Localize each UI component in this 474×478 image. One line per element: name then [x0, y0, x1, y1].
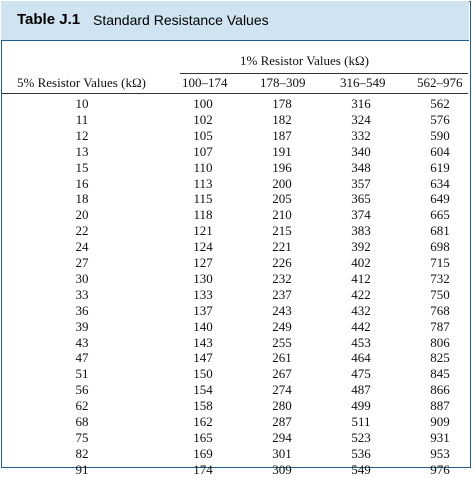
table-cell-1pct: 931 [430, 429, 450, 445]
table-cell-1pct: 665 [430, 207, 450, 223]
table-cell-5pct: 91 [75, 461, 89, 477]
table-cell-5pct: 43 [75, 334, 89, 350]
table-cell-1pct: 953 [430, 445, 450, 461]
table-cell-1pct: 124 [193, 239, 213, 255]
table-cell-1pct: 576 [430, 111, 450, 127]
table-cell-1pct: 750 [430, 286, 450, 302]
table-cell-1pct: 137 [193, 302, 213, 318]
table-cell-1pct: 402 [351, 255, 371, 270]
table-title-bar [1, 1, 469, 41]
table-cell-5pct: 27 [75, 255, 89, 270]
table-cell-5pct: 13 [75, 143, 89, 159]
table-cell-1pct: 422 [351, 286, 371, 302]
table-cell-5pct: 20 [75, 207, 89, 223]
table-cell-1pct: 365 [351, 191, 371, 207]
table-cell-1pct: 604 [430, 143, 450, 159]
table-cell-5pct: 30 [75, 270, 89, 286]
group-header-rule [180, 73, 468, 74]
table-cell-1pct: 249 [272, 318, 292, 334]
table-cell-1pct: 357 [351, 175, 371, 191]
table-cell-1pct: 698 [430, 239, 450, 255]
table-cell-1pct: 806 [430, 334, 450, 350]
table-cell-1pct: 866 [430, 382, 450, 398]
table-cell-1pct: 649 [430, 191, 450, 207]
table-cell-1pct: 316 [351, 96, 371, 111]
table-cell-1pct: 442 [351, 318, 371, 334]
table-cell-1pct: 127 [193, 255, 213, 270]
table-cell-1pct: 549 [351, 461, 371, 477]
table-cell-1pct: 432 [351, 302, 371, 318]
table-cell-1pct: 340 [351, 143, 371, 159]
table-cell-1pct: 499 [351, 398, 371, 414]
table-cell-1pct: 255 [272, 334, 292, 350]
table-cell-1pct: 261 [272, 350, 292, 366]
table-label: Table J.1 [17, 11, 81, 28]
table-cell-1pct: 280 [272, 398, 292, 414]
table-cell-5pct: 16 [75, 175, 89, 191]
table-cell-1pct: 536 [351, 445, 371, 461]
table-cell-1pct: 191 [272, 143, 292, 159]
table-cell-5pct: 75 [75, 429, 89, 445]
table-cell-1pct: 174 [193, 461, 213, 477]
table-cell-1pct: 487 [351, 382, 371, 398]
table-cell-1pct: 475 [351, 366, 371, 382]
table-cell-1pct: 162 [193, 414, 213, 429]
table-cell-1pct: 147 [193, 350, 213, 366]
table-cell-1pct: 392 [351, 239, 371, 255]
table-cell-1pct: 383 [351, 223, 371, 239]
table-cell-1pct: 113 [193, 175, 213, 191]
table-cell-5pct: 62 [75, 398, 89, 414]
column-header-562-976: 562–976 [417, 75, 463, 90]
table-cell-1pct: 121 [193, 223, 213, 239]
table-cell-1pct: 210 [272, 207, 292, 223]
table-cell-1pct: 187 [272, 127, 292, 143]
table-cell-1pct: 158 [193, 398, 213, 414]
table-cell-5pct: 10 [75, 96, 89, 111]
table-cell-1pct: 102 [193, 111, 213, 127]
table-cell-5pct: 47 [75, 350, 89, 366]
table-cell-1pct: 105 [193, 127, 213, 143]
table-cell-1pct: 133 [193, 286, 213, 302]
table-cell-1pct: 453 [351, 334, 371, 350]
table-cell-1pct: 130 [193, 270, 213, 286]
table-cell-1pct: 562 [430, 96, 450, 111]
table-cell-1pct: 274 [272, 382, 292, 398]
table-cell-1pct: 200 [272, 175, 292, 191]
table-cell-1pct: 115 [193, 191, 213, 207]
table-cell-5pct: 24 [75, 239, 89, 255]
table-cell-1pct: 196 [272, 159, 292, 175]
table-cell-1pct: 178 [272, 96, 292, 111]
table-cell-1pct: 301 [272, 445, 292, 461]
table-cell-5pct: 82 [75, 445, 89, 461]
table-cell-1pct: 845 [430, 366, 450, 382]
table-cell-1pct: 511 [351, 414, 371, 429]
table-cell-1pct: 140 [193, 318, 213, 334]
table-cell-1pct: 154 [193, 382, 213, 398]
table-cell-1pct: 374 [351, 207, 371, 223]
table-cell-1pct: 267 [272, 366, 292, 382]
table-cell-1pct: 165 [193, 429, 213, 445]
table-cell-1pct: 221 [272, 239, 292, 255]
header-bottom-rule [2, 93, 468, 94]
table-cell-1pct: 226 [272, 255, 292, 270]
table-cell-1pct: 107 [193, 143, 213, 159]
table-cell-1pct: 732 [430, 270, 450, 286]
table-cell-1pct: 887 [430, 398, 450, 414]
table-cell-1pct: 324 [351, 111, 371, 127]
table-cell-5pct: 18 [75, 191, 89, 207]
table-cell-1pct: 118 [193, 207, 213, 223]
table-cell-1pct: 232 [272, 270, 292, 286]
column-header-5pct: 5% Resistor Values (kΩ) [17, 75, 146, 90]
table-cell-1pct: 150 [193, 366, 213, 382]
table-cell-5pct: 68 [75, 414, 89, 429]
table-cell-1pct: 523 [351, 429, 371, 445]
table-cell-1pct: 715 [430, 255, 450, 270]
table-cell-1pct: 215 [272, 223, 292, 239]
table-cell-1pct: 110 [193, 159, 213, 175]
table-cell-1pct: 287 [272, 414, 292, 429]
table-cell-1pct: 976 [430, 461, 450, 477]
table-cell-1pct: 348 [351, 159, 371, 175]
table-cell-1pct: 182 [272, 111, 292, 127]
table-title: Standard Resistance Values [93, 12, 269, 28]
table-cell-1pct: 309 [272, 461, 292, 477]
table-cell-1pct: 787 [430, 318, 450, 334]
table-cell-5pct: 51 [75, 366, 89, 382]
table-cell-5pct: 33 [75, 286, 89, 302]
table-cell-1pct: 205 [272, 191, 292, 207]
table-cell-1pct: 590 [430, 127, 450, 143]
table-cell-1pct: 619 [430, 159, 450, 175]
table-cell-1pct: 909 [430, 414, 450, 429]
column-header-316-549: 316–549 [340, 75, 386, 90]
table-cell-1pct: 243 [272, 302, 292, 318]
column-header-100-174: 100–174 [182, 75, 228, 90]
table-cell-1pct: 100 [193, 96, 213, 111]
table-cell-1pct: 143 [193, 334, 213, 350]
table-cell-5pct: 15 [75, 159, 89, 175]
table-cell-1pct: 681 [430, 223, 450, 239]
table-cell-5pct: 39 [75, 318, 89, 334]
group-header: 1% Resistor Values (kΩ) [240, 53, 369, 68]
table-cell-5pct: 36 [75, 302, 89, 318]
table-cell-1pct: 412 [351, 270, 371, 286]
table-cell-1pct: 464 [351, 350, 371, 366]
table-cell-5pct: 11 [75, 111, 89, 127]
table-cell-1pct: 294 [272, 429, 292, 445]
table-cell-1pct: 332 [351, 127, 371, 143]
table-cell-1pct: 169 [193, 445, 213, 461]
table-cell-1pct: 768 [430, 302, 450, 318]
table-cell-5pct: 56 [75, 382, 89, 398]
table-cell-1pct: 237 [272, 286, 292, 302]
table-cell-1pct: 634 [430, 175, 450, 191]
table-cell-5pct: 12 [75, 127, 89, 143]
column-header-178-309: 178–309 [260, 75, 306, 90]
table-cell-5pct: 22 [75, 223, 89, 239]
table-cell-1pct: 825 [430, 350, 450, 366]
